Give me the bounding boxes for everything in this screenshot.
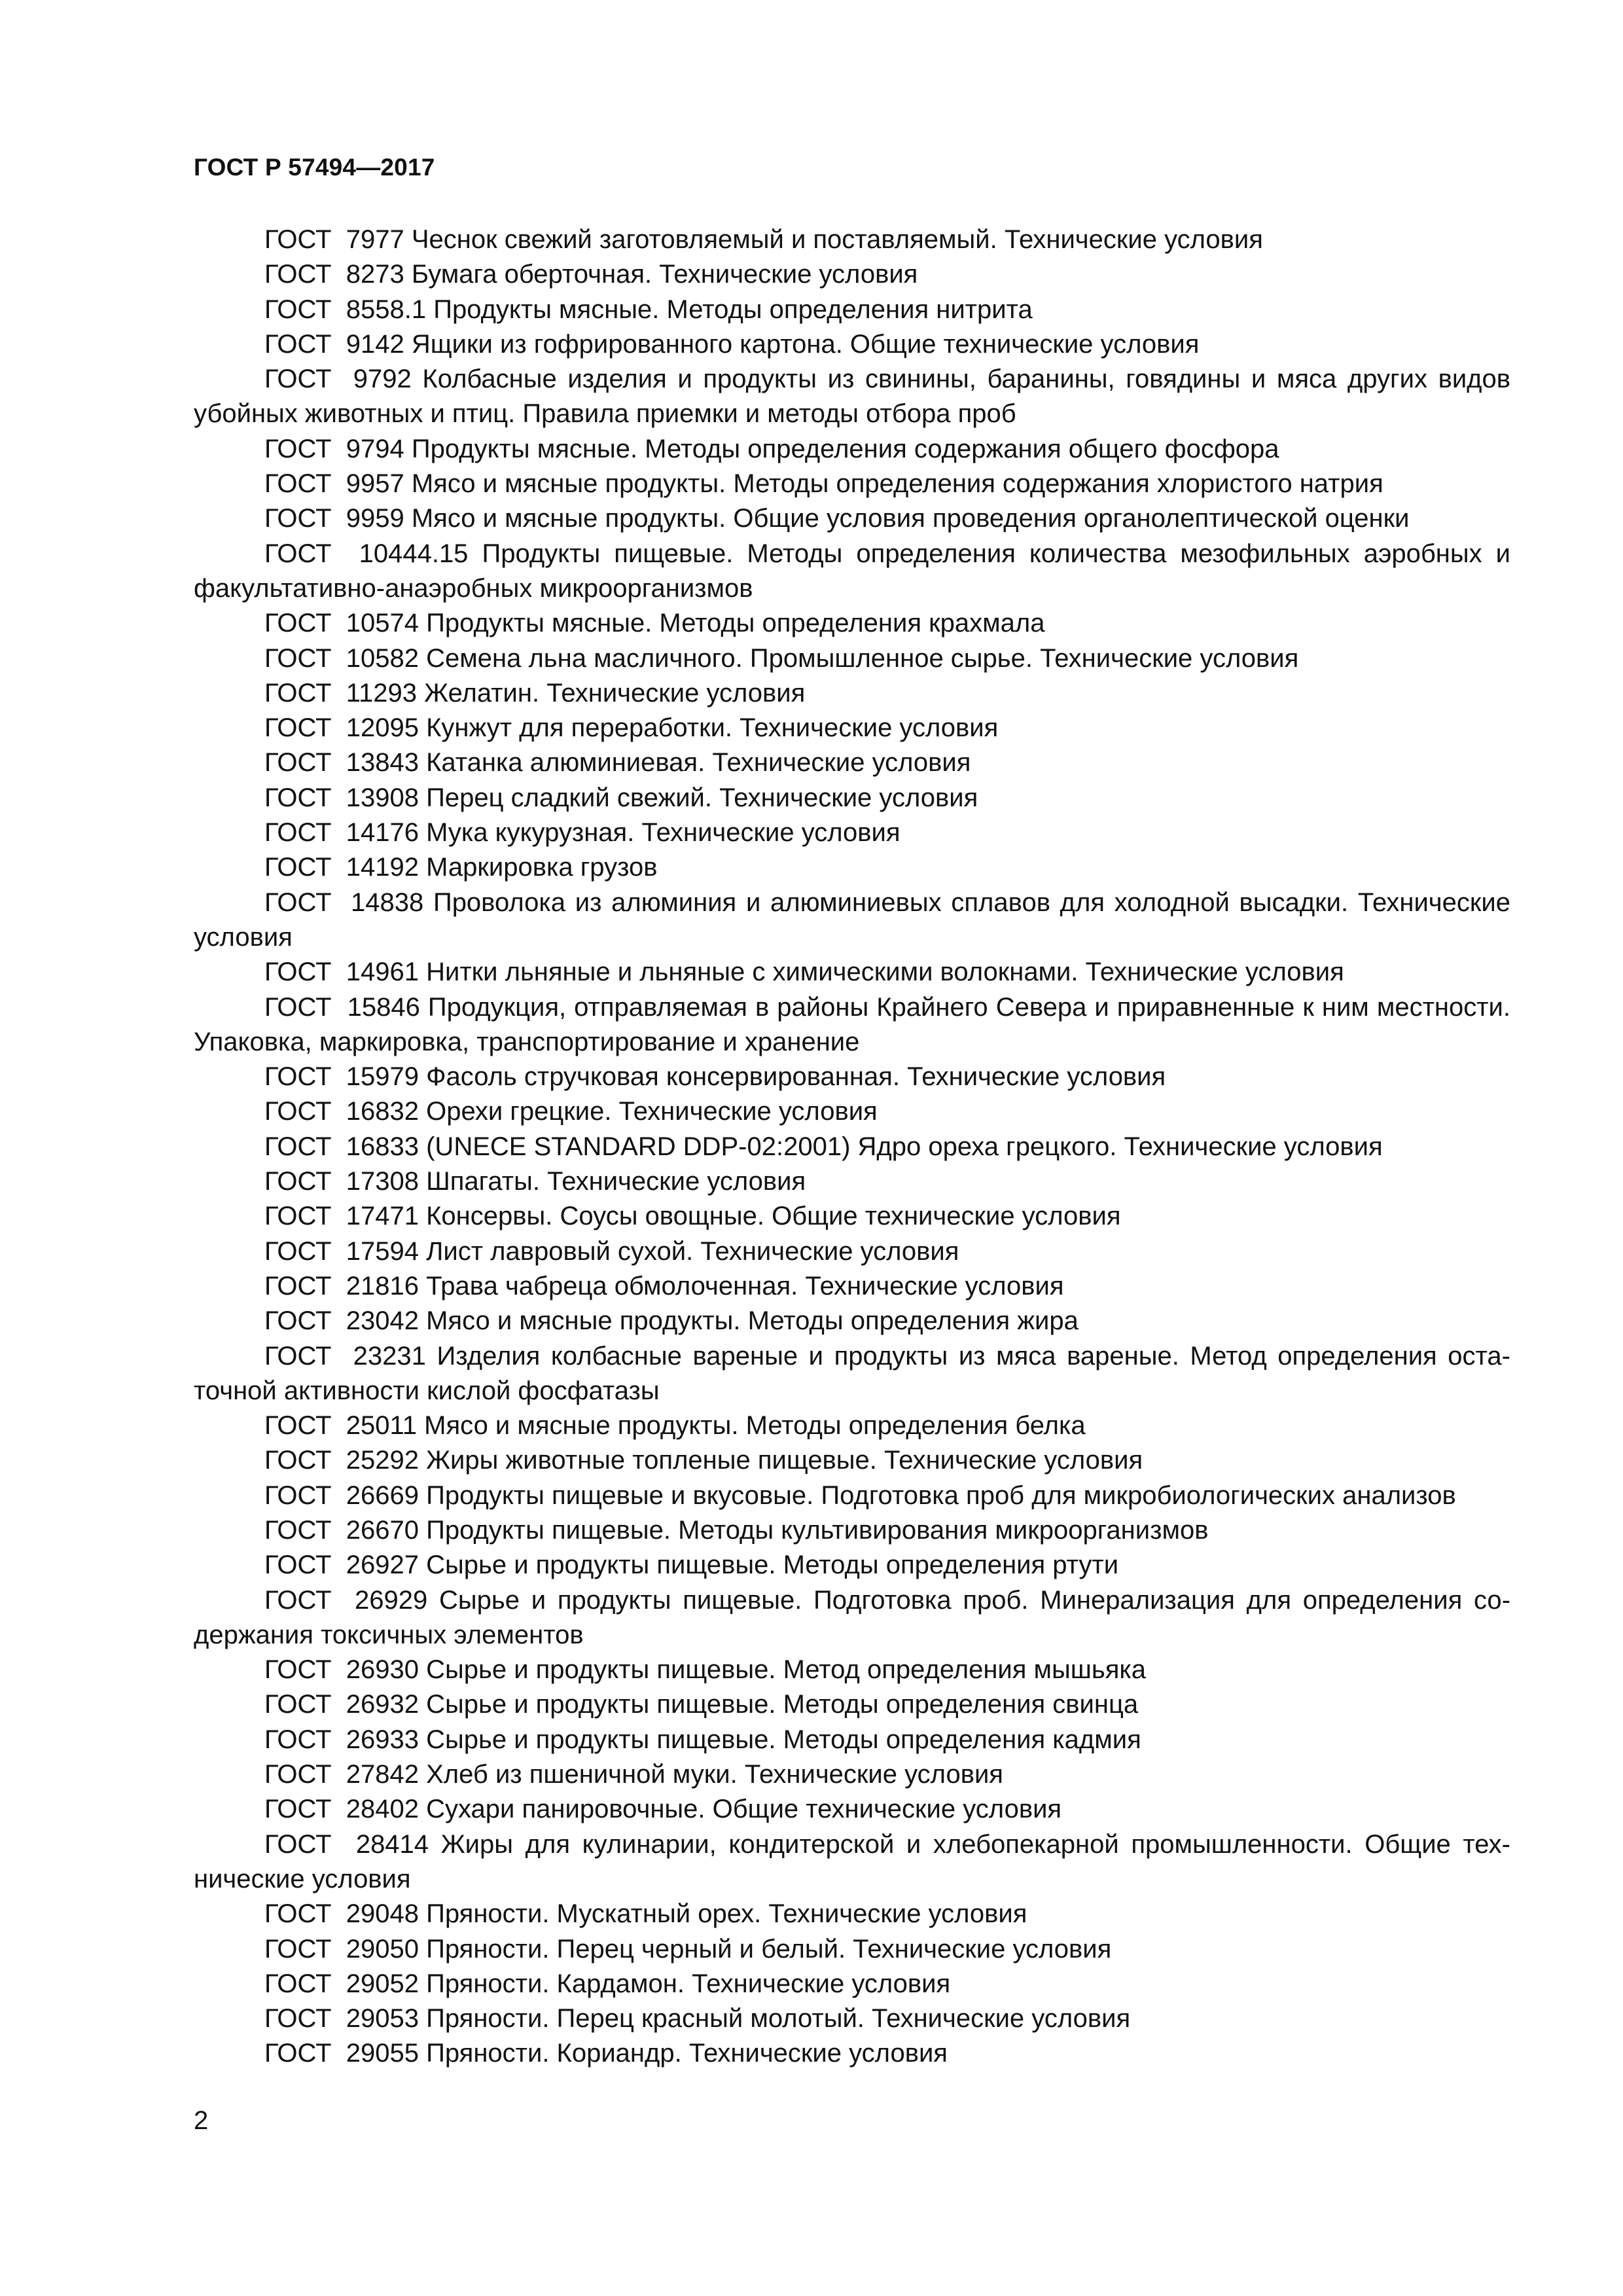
standard-code: ГОСТ 29053 xyxy=(264,2004,419,2034)
standard-code: ГОСТ 21816 xyxy=(264,1271,419,1300)
reference-entry xyxy=(194,1130,1510,1164)
standard-title: Изделия колбасные вареные и продукты из мяса вареные. Метод определения остаточной активности кислой фосфатазы xyxy=(194,1341,1510,1405)
standard-title: Продукты мясные. Методы определения содержания общего фосфора xyxy=(411,434,1279,463)
standard-code: ГОСТ 26669 xyxy=(264,1480,419,1510)
standard-code: ГОСТ 9792 xyxy=(264,365,412,394)
normative-references-list xyxy=(194,223,1510,2072)
standard-title: Продукты пищевые. Методы культивирования микроорганизмов xyxy=(426,1515,1209,1545)
standard-code: ГОСТ 14838 xyxy=(264,888,424,917)
standard-code: ГОСТ 26670 xyxy=(264,1515,419,1545)
standard-code: ГОСТ 10444.15 xyxy=(264,539,469,568)
reference-entry xyxy=(194,1653,1510,1687)
standard-code: ГОСТ 25292 xyxy=(264,1446,419,1475)
standard-title: Бумага оберточная. Технические условия xyxy=(411,260,918,289)
standard-title: Семена льна масличного. Промышленное сырье. Технические условия xyxy=(426,643,1299,673)
standard-title: Мясо и мясные продукты. Методы определения содержания хлористого натрия xyxy=(411,469,1383,499)
standard-code: ГОСТ 10574 xyxy=(264,609,419,638)
standard-title: Жиры животные топленые пищевые. Технические условия xyxy=(426,1446,1143,1475)
standard-title: Трава чабреца обмолоченная. Технические условия xyxy=(426,1271,1064,1300)
standard-title: Консервы. Соусы овощные. Общие технические условия xyxy=(426,1202,1121,1231)
standard-title: Сырье и продукты пищевые. Методы определения ртути xyxy=(426,1551,1119,1580)
standard-title: Чеснок свежий заготовляемый и поставляемый. Технические условия xyxy=(411,225,1263,254)
standard-code: ГОСТ 8558.1 xyxy=(264,295,427,324)
standard-title: Катанка алюминиевая. Технические условия xyxy=(426,748,971,778)
reference-entry xyxy=(194,1897,1510,1931)
standard-title: Кунжут для переработки. Технические условия xyxy=(426,713,999,743)
standard-code: ГОСТ 28414 xyxy=(264,1829,429,1859)
standard-title: Пряности. Перец черный и белый. Технические условия xyxy=(426,1934,1112,1964)
standard-title: Сырье и продукты пищевые. Методы определения кадмия xyxy=(426,1725,1141,1754)
reference-entry xyxy=(194,1339,1510,1409)
reference-entry xyxy=(194,327,1510,362)
standard-title: Пряности. Перец красный молотый. Технические условия xyxy=(426,2004,1131,2034)
reference-entry xyxy=(194,1513,1510,1548)
standard-title: Мясо и мясные продукты. Общие условия проведения органолептической оценки xyxy=(411,504,1410,533)
standard-title: Мясо и мясные продукты. Методы определения белка xyxy=(424,1411,1086,1441)
standard-code: ГОСТ 12095 xyxy=(264,713,419,743)
reference-entry xyxy=(194,1967,1510,2001)
standard-code: ГОСТ 16833 xyxy=(264,1132,419,1161)
reference-entry xyxy=(194,1479,1510,1513)
standard-code: ГОСТ 10582 xyxy=(264,643,419,673)
standard-code: ГОСТ 11293 xyxy=(264,678,418,708)
reference-entry xyxy=(194,676,1510,711)
standard-title: Перец сладкий свежий. Технические условия xyxy=(426,783,978,812)
standard-code: ГОСТ 9959 xyxy=(264,504,404,533)
reference-entry xyxy=(194,745,1510,780)
standard-code: ГОСТ 13908 xyxy=(264,783,419,812)
standard-code: ГОСТ 23231 xyxy=(264,1341,426,1371)
reference-entry xyxy=(194,293,1510,327)
reference-entry xyxy=(194,1443,1510,1478)
standard-title: Продукты мясные. Методы определения крахмала xyxy=(426,609,1045,638)
standard-title: Пряности. Кардамон. Технические условия xyxy=(426,1969,951,1998)
page-number: 2 xyxy=(194,2106,209,2135)
reference-entry xyxy=(194,362,1510,432)
standard-title: Сырье и продукты пищевые. Методы определения свинца xyxy=(426,1690,1139,1719)
standard-code: ГОСТ 14176 xyxy=(264,818,419,848)
standard-code: ГОСТ 9794 xyxy=(264,434,404,463)
standard-code: ГОСТ 8273 xyxy=(264,260,404,289)
standard-title: Мясо и мясные продукты. Методы определения жира xyxy=(426,1306,1079,1336)
standard-title: Продукция, отправляемая в районы Крайнего Севера и приравненные к ним местности. Упаковка, маркировка, транспортирование и хранение xyxy=(194,992,1511,1056)
standard-title: Мука кукурузная. Технические условия xyxy=(426,818,901,848)
standard-title: Проволока из алюминия и алюминиевых сплавов для холодной высадки. Технические условия xyxy=(194,888,1510,952)
standard-code: ГОСТ 14192 xyxy=(264,853,419,882)
standard-title: Пряности. Кориандр. Технические условия xyxy=(426,2039,948,2068)
standard-title: Сырье и продукты пищевые. Подготовка проб. Минерализация для определения содержания токсичных элементов xyxy=(194,1585,1511,1649)
reference-entry xyxy=(194,1199,1510,1234)
reference-entry xyxy=(194,606,1510,641)
standard-code: ГОСТ 16832 xyxy=(264,1097,419,1126)
standard-title: Орехи грецкие. Технические условия xyxy=(426,1097,878,1126)
standard-code: ГОСТ 14961 xyxy=(264,958,419,987)
reference-entry xyxy=(194,955,1510,990)
reference-entry xyxy=(194,2036,1510,2071)
standard-code: ГОСТ 29055 xyxy=(264,2039,419,2068)
standard-title: Продукты пищевые. Методы определения количества мезофильных аэробных и факультативно-анаэробных микроорганизмов xyxy=(194,539,1510,603)
standard-code: ГОСТ 17594 xyxy=(264,1236,419,1266)
standard-code: ГОСТ 13843 xyxy=(264,748,419,778)
standard-title: Фасоль стручковая консервированная. Технические условия xyxy=(426,1062,1166,1092)
standard-code: ГОСТ 7977 xyxy=(264,225,404,254)
standard-code: ГОСТ 15846 xyxy=(264,992,420,1022)
reference-entry xyxy=(194,711,1510,745)
reference-entry xyxy=(194,1234,1510,1269)
standard-code: ГОСТ 26929 xyxy=(264,1585,428,1615)
reference-entry xyxy=(194,886,1510,956)
standard-code: ГОСТ 9142 xyxy=(264,329,404,359)
standard-code: ГОСТ 26932 xyxy=(264,1690,419,1719)
page-header: ГОСТ Р 57494—2017 xyxy=(194,154,435,181)
reference-entry xyxy=(194,990,1510,1060)
reference-entry xyxy=(194,1164,1510,1199)
reference-entry xyxy=(194,467,1510,501)
standard-code: ГОСТ 28402 xyxy=(264,1795,419,1824)
standard-title: (UNECE STANDARD DDP-02:2001) Ядро ореха грецкого. Технические условия xyxy=(426,1132,1383,1161)
reference-entry xyxy=(194,223,1510,257)
reference-entry xyxy=(194,1548,1510,1583)
reference-entry xyxy=(194,432,1510,467)
standard-title: Продукты пищевые и вкусовые. Подготовка проб для микробиологических анализов xyxy=(426,1480,1456,1510)
standard-title: Пряности. Мускатный орех. Технические условия xyxy=(426,1899,1027,1929)
reference-entry xyxy=(194,850,1510,885)
standard-code: ГОСТ 9957 xyxy=(264,469,404,499)
reference-entry xyxy=(194,1792,1510,1827)
standard-code: ГОСТ 26933 xyxy=(264,1725,419,1754)
reference-entry xyxy=(194,1269,1510,1304)
standard-code: ГОСТ 26930 xyxy=(264,1655,419,1685)
reference-entry xyxy=(194,1723,1510,1757)
reference-entry xyxy=(194,1060,1510,1094)
standard-code: ГОСТ 23042 xyxy=(264,1306,419,1336)
standard-title: Сухари панировочные. Общие технические условия xyxy=(426,1795,1062,1824)
reference-entry xyxy=(194,1827,1510,1897)
standard-title: Нитки льняные и льняные с химическими волокнами. Технические условия xyxy=(426,958,1344,987)
standard-title: Лист лавровый сухой. Технические условия xyxy=(426,1236,959,1266)
standard-title: Маркировка грузов xyxy=(426,853,658,882)
standard-title: Колбасные изделия и продукты из свинины, баранины, говядины и мяса других видов убойных животных и птиц. Правила приемки и методы отбора проб xyxy=(194,365,1510,429)
standard-code: ГОСТ 29050 xyxy=(264,1934,419,1964)
standard-title: Желатин. Технические условия xyxy=(424,678,806,708)
reference-entry xyxy=(194,1757,1510,1792)
standard-title: Ящики из гофрированного картона. Общие технические условия xyxy=(411,329,1200,359)
reference-entry xyxy=(194,1408,1510,1443)
standard-title: Сырье и продукты пищевые. Метод определения мышьяка xyxy=(426,1655,1146,1685)
reference-entry xyxy=(194,501,1510,536)
reference-entry xyxy=(194,1932,1510,1967)
reference-entry xyxy=(194,781,1510,816)
reference-entry xyxy=(194,1094,1510,1129)
reference-entry xyxy=(194,816,1510,850)
standard-code: ГОСТ 26927 xyxy=(264,1551,419,1580)
standard-code: ГОСТ 29048 xyxy=(264,1899,419,1929)
standard-code: ГОСТ 15979 xyxy=(264,1062,419,1092)
standard-title: Шпагаты. Технические условия xyxy=(426,1167,806,1196)
standard-title: Продукты мясные. Методы определения нитрита xyxy=(433,295,1033,324)
reference-entry xyxy=(194,1304,1510,1338)
reference-entry xyxy=(194,1583,1510,1653)
standard-title: Жиры для кулинарии, кондитерской и хлебопекарной промышленности. Общие технические условия xyxy=(194,1829,1510,1893)
standard-title: Хлеб из пшеничной муки. Технические условия xyxy=(426,1760,1003,1789)
reference-entry xyxy=(194,537,1510,607)
standard-code: ГОСТ 25011 xyxy=(264,1411,418,1441)
reference-entry xyxy=(194,641,1510,676)
reference-entry xyxy=(194,257,1510,292)
standard-code: ГОСТ 17308 xyxy=(264,1167,419,1196)
standard-code: ГОСТ 29052 xyxy=(264,1969,419,1998)
standard-code: ГОСТ 27842 xyxy=(264,1760,419,1789)
reference-entry xyxy=(194,2001,1510,2036)
reference-entry xyxy=(194,1687,1510,1722)
standard-code: ГОСТ 17471 xyxy=(264,1202,419,1231)
